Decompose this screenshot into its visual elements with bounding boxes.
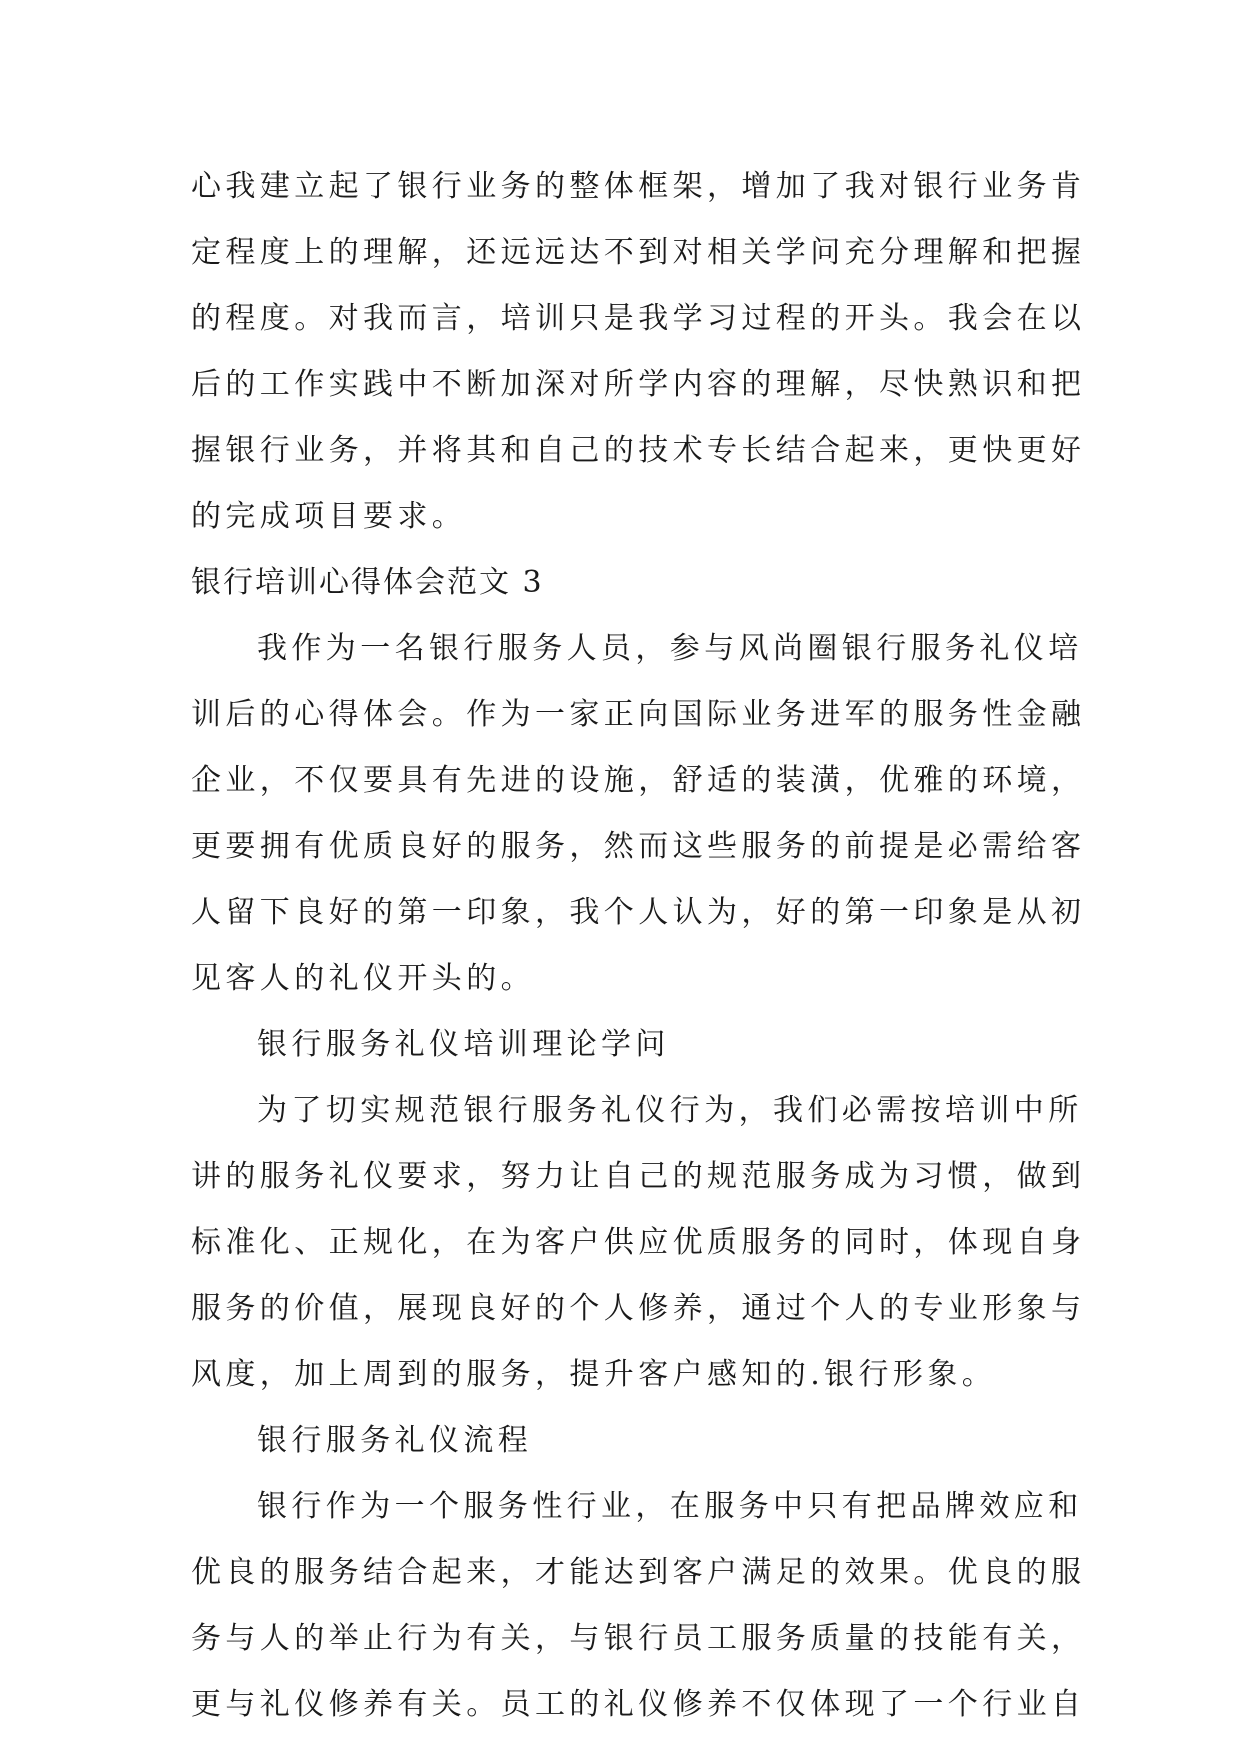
subheading: 银行服务礼仪培训理论学问 [257, 1027, 670, 1062]
subheading: 银行服务礼仪流程 [257, 1423, 533, 1458]
text-line: 标准化、正规化，在为客户供应优质服务的同时，体现自身 [191, 1225, 1086, 1260]
text-line: 务与人的举止行为有关，与银行员工服务质量的技能有关， [191, 1621, 1086, 1656]
text-line: 后的工作实践中不断加深对所学内容的理解，尽快熟识和把 [191, 367, 1086, 402]
text-line: 定程度上的理解，还远远达不到对相关学问充分理解和把握 [191, 235, 1086, 270]
text-line: 心我建立起了银行业务的整体框架，增加了我对银行业务肯 [191, 169, 1086, 204]
section-heading: 银行培训心得体会范文 3 [191, 565, 544, 600]
text-line: 银行作为一个服务性行业，在服务中只有把品牌效应和 [257, 1489, 1083, 1524]
text-line: 企业，不仅要具有先进的设施，舒适的装潢，优雅的环境， [191, 763, 1086, 798]
text-line: 握银行业务，并将其和自己的技术专长结合起来，更快更好 [191, 433, 1086, 468]
text-line: 讲的服务礼仪要求，努力让自己的规范服务成为习惯，做到 [191, 1159, 1086, 1194]
text-line: 风度，加上周到的服务，提升客户感知的.银行形象。 [191, 1357, 997, 1392]
text-line: 训后的心得体会。作为一家正向国际业务进军的服务性金融 [191, 697, 1086, 732]
text-line: 优良的服务结合起来，才能达到客户满足的效果。优良的服 [191, 1555, 1086, 1590]
text-line: 的完成项目要求。 [191, 499, 467, 534]
text-line: 的程度。对我而言，培训只是我学习过程的开头。我会在以 [191, 301, 1086, 336]
text-line: 为了切实规范银行服务礼仪行为，我们必需按培训中所 [257, 1093, 1083, 1128]
text-line: 更与礼仪修养有关。员工的礼仪修养不仅体现了一个行业自 [191, 1687, 1086, 1722]
text-line: 我作为一名银行服务人员，参与风尚圈银行服务礼仪培 [257, 631, 1083, 666]
text-line: 人留下良好的第一印象，我个人认为，好的第一印象是从初 [191, 895, 1086, 930]
document-body [191, 154, 1086, 1738]
text-line: 更要拥有优质良好的服务，然而这些服务的前提是必需给客 [191, 829, 1086, 864]
text-line: 服务的价值，展现良好的个人修养，通过个人的专业形象与 [191, 1291, 1086, 1326]
text-line: 见客人的礼仪开头的。 [191, 961, 535, 996]
